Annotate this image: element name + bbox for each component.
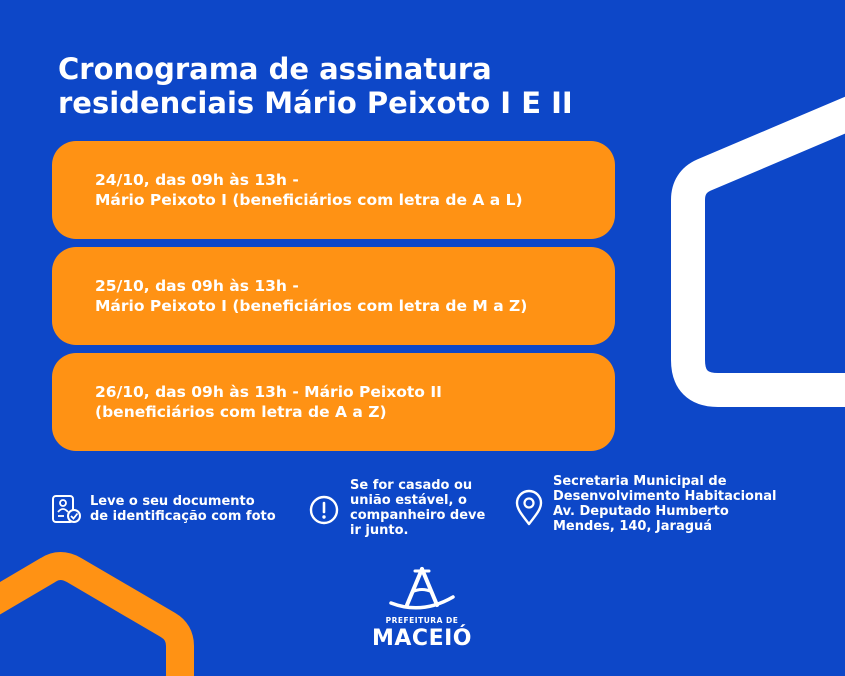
info-address-line: Secretaria Municipal de <box>553 474 727 489</box>
info-document-line: de identificação com foto <box>90 509 276 524</box>
info-address-line: Desenvolvimento Habitacional <box>553 489 777 504</box>
title-line-2: residenciais Mário Peixoto I E II <box>58 86 573 120</box>
logo-big-text: MACEIÓ <box>372 626 472 651</box>
info-address <box>553 474 776 534</box>
schedule-card-detail: (beneficiários com letra de A a Z) <box>95 403 387 421</box>
schedule-card-date: 26/10, das 09h às 13h - Mário Peixoto II <box>95 383 442 401</box>
info-companion-line: companheiro deve <box>350 508 486 523</box>
prefeitura-logo-emblem <box>385 565 459 615</box>
alert-circle-icon <box>308 494 340 526</box>
schedule-card-detail: Mário Peixoto I (beneficiários com letra de A a L) <box>95 191 523 209</box>
schedule-card-date: 25/10, das 09h às 13h - <box>95 277 299 295</box>
info-address-line: Av. Deputado Humberto <box>553 504 729 519</box>
logo-small-text: PREFEITURA DE <box>385 616 459 625</box>
info-companion-line: Se for casado ou <box>350 478 473 493</box>
schedule-card-detail: Mário Peixoto I (beneficiários com letra de M a Z) <box>95 297 528 315</box>
info-document <box>90 494 276 524</box>
info-companion-line: união estável, o <box>350 493 467 508</box>
id-document-icon <box>50 494 84 526</box>
info-document-line: Leve o seu documento <box>90 494 255 509</box>
info-companion <box>350 478 485 538</box>
schedule-card-3 <box>52 353 615 451</box>
title-line-1: Cronograma de assinatura <box>58 52 492 86</box>
schedule-card-date: 24/10, das 09h às 13h - <box>95 171 299 189</box>
info-companion-line: ir junto. <box>350 523 409 538</box>
info-address-line: Mendes, 140, Jaraguá <box>553 519 713 534</box>
page-title <box>58 52 573 120</box>
schedule-card-1 <box>52 141 615 239</box>
location-pin-icon <box>514 489 544 527</box>
schedule-card-2 <box>52 247 615 345</box>
